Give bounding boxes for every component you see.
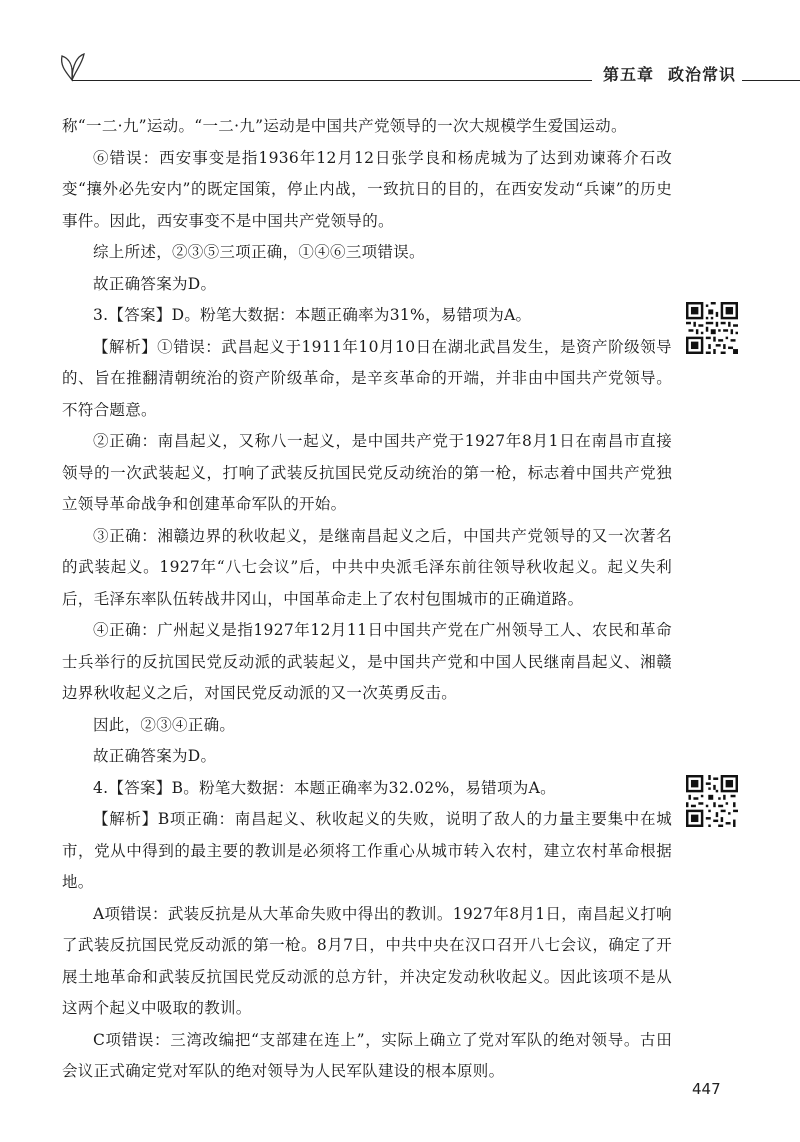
paragraph: C项错误：三湾改编把“支部建在连上”，实际上确立了党对军队的绝对领导。古田会议正式确定党对军队的绝对领导为人民军队建设的根本原则。: [62, 1030, 672, 1080]
chapter-number: 第五章: [603, 65, 655, 84]
paragraph: 故正确答案为D。: [93, 747, 217, 765]
paragraph: ⑥错误：西安事变是指1936年12月12日张学良和杨虎城为了达到劝谏蒋介石改变“攘外必先安内”的既定国策，停止内战，一致抗日的目的，在西安发动“兵谏”的历史事件。因此，西安事变不是中国共产党领导的。: [62, 148, 672, 230]
section-name: 政治常识: [668, 65, 737, 84]
header-rule-left: [72, 80, 592, 81]
paragraph: A项错误：武装反抗是从大革命失败中得出的教训。1927年8月1日，南昌起义打响了武装反抗国民党反动派的第一枪。8月7日，中共中央在汉口召开八七会议，确定了开展土地革命和武装反抗国民党反动派的总方针，并决定发动秋收起义。因此该项不是从这两个起义中吸取的教训。: [62, 904, 672, 1017]
answer-heading: 3.【答案】D。粉笔大数据：本题正确率为31%，易错项为A。: [93, 306, 532, 324]
answer-heading: 4.【答案】B。粉笔大数据：本题正确率为32.02%，易错项为A。: [93, 778, 556, 797]
paragraph: ②正确：南昌起义，又称八一起义，是中国共产党于1927年8月1日在南昌市直接领导的一次武装起义，打响了武装反抗国民党反动统治的第一枪，标志着中国共产党独立领导革命战争和创建革命军队的开始。: [62, 432, 672, 513]
paragraph: 故正确答案为D。: [93, 274, 217, 293]
page-number: 447: [692, 1080, 721, 1098]
page-body: [62, 111, 672, 1088]
paragraph: 【解析】①错误：武昌起义于1911年10月10日在湖北武昌发生，是资产阶级领导的、旨在推翻清朝统治的资产阶级革命，是辛亥革命的开端，并非由中国共产党领导。不符合题意。: [62, 337, 672, 419]
leaf-icon: [52, 44, 92, 84]
paragraph: ④正确：广州起义是指1927年12月11日中国共产党在广州领导工人、农民和革命士兵举行的反抗国民党反动派的武装起义，是中国共产党和中国人民继南昌起义、湘赣边界秋收起义之后，对国民党反动派的又一次英勇反击。: [62, 621, 672, 702]
chapter-title: [603, 62, 736, 85]
paragraph: 因此，②③④正确。: [93, 715, 236, 734]
qr-code-icon[interactable]: [686, 302, 738, 354]
qr-code-icon[interactable]: [686, 775, 738, 827]
paragraph: 称“一二·九”运动。“一二·九”运动是中国共产党领导的一次大规模学生爱国运动。: [62, 117, 627, 135]
page-header: [0, 0, 800, 100]
header-rule-right: [742, 80, 800, 81]
paragraph: 【解析】B项正确：南昌起义、秋收起义的失败，说明了敌人的力量主要集中在城市，党从中得到的最主要的教训是必须将工作重心从城市转入农村，建立农村革命根据地。: [62, 810, 672, 891]
paragraph: ③正确：湘赣边界的秋收起义，是继南昌起义之后，中国共产党领导的又一次著名的武装起义。1927年“八七会议”后，中共中央派毛泽东前往领导秋收起义。起义失利后，毛泽东率队伍转战井冈山，中国革命走上了农村包围城市的正确道路。: [62, 526, 672, 608]
paragraph: 综上所述，②③⑤三项正确，①④⑥三项错误。: [93, 243, 425, 261]
